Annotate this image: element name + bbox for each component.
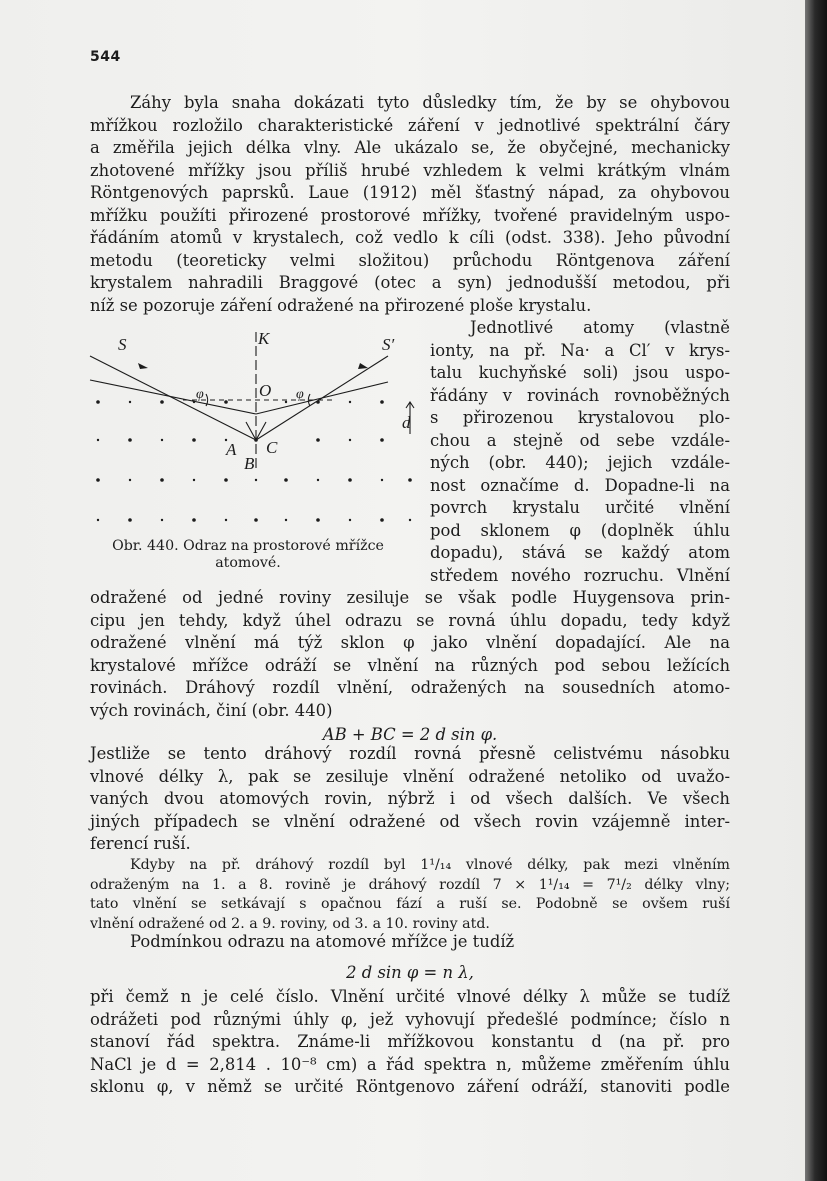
text-line: mřížkou rozložilo charakteristické záření v jednotlivé spektrální čáry	[90, 115, 730, 135]
text-line: zhotovené mřížky jsou příliš hrubé vzhledem k velmi krátkým vlnám	[90, 160, 730, 180]
equation-path-difference: AB + BC = 2 d sin φ.	[322, 725, 498, 744]
right-column-text	[430, 317, 730, 587]
reflected-ray-lower	[256, 356, 388, 440]
label-S-prime: S′	[382, 335, 395, 354]
atom-row-1	[96, 400, 100, 404]
label-B: B	[244, 454, 255, 473]
text-line: dopadu), stává se každý atom	[430, 543, 730, 562]
label-phi-right: φ	[296, 387, 304, 402]
atom-row-3	[96, 478, 100, 482]
label-O: O	[259, 381, 272, 400]
label-S: S	[118, 335, 127, 354]
text-line: nost označíme d. Dopadne-li na	[430, 475, 730, 495]
page-binding-shadow	[805, 0, 827, 1181]
text-line: s přirozenou krystalovou plo-	[430, 408, 730, 427]
text-line: talu kuchyňské soli) jsou uspo-	[430, 363, 730, 382]
equation-bragg-condition: 2 d sin φ = n λ,	[346, 962, 474, 982]
incident-ray-lower	[90, 356, 256, 440]
paragraph-3	[90, 743, 730, 856]
figure-440-crystal-reflection	[88, 322, 423, 548]
paragraph-5	[90, 986, 730, 1099]
text-line: řádáním atomů v krystalech, což vedlo k cíli (odst. 338). Jeho původní	[90, 228, 730, 247]
label-K: K	[258, 329, 270, 348]
text-line: vých rovinách, činí (obr. 440)	[90, 700, 333, 720]
arrowhead-reflected	[358, 363, 368, 369]
text-line: Záhy byla snaha dokázati tyto důsledky tím, že by se ohybovou	[130, 93, 730, 112]
paragraph-4	[90, 931, 730, 984]
text-line: mřížku použíti přirozené prostorové mřížky, tvořené pravidelným uspo-	[90, 205, 730, 225]
label-d: d	[402, 413, 411, 432]
label-A: A	[226, 440, 237, 459]
text-line: Podmínkou odrazu na atomové mřížce je tudíž	[130, 932, 515, 951]
text-line: chou a stejně od sebe vzdále-	[430, 430, 730, 450]
text-line: ných (obr. 440); jejich vzdále-	[430, 453, 730, 472]
text-line: stanoví řád spektra. Známe-li mřížkovou konstantu d (na př. pro	[90, 1032, 730, 1051]
text-line: Kdyby na př. dráhový rozdíl byl 1¹/₁₄ vlnové délky, pak mezi vlněním	[130, 857, 730, 873]
text-line: středem nového rozruchu. Vlnění	[430, 565, 730, 585]
text-line: pod sklonem φ (doplněk úhlu	[430, 520, 730, 540]
text-line: odražené vlnění má týž sklon φ jako vlnění dopadající. Ale na	[90, 633, 730, 652]
text-line: vlnění odražené od 2. a 9. roviny, od 3. a 10. roviny atd.	[90, 915, 490, 932]
text-line: ionty, na př. Na· a Cl′ v krys-	[430, 340, 730, 360]
arrowhead-incident	[138, 363, 148, 369]
text-line: Jednotlivé atomy (vlastně	[470, 318, 730, 337]
text-line: Jestliže se tento dráhový rozdíl rovná přesně celistvému násobku	[90, 744, 730, 763]
figure-caption: Obr. 440. Odraz na prostorové mřížce atomové.	[112, 538, 384, 571]
text-line: níž se pozoruje záření odražené na přirozené ploše krystalu.	[90, 295, 592, 315]
label-C: C	[266, 438, 278, 457]
text-line: NaCl je d = 2,814 . 10⁻⁸ cm) a řád spektra n, můžeme změřením úhlu	[90, 1054, 730, 1074]
incident-ray-upper	[90, 380, 256, 414]
small-print-example	[90, 856, 730, 934]
text-line: metodu (teoreticky velmi složitou) průchodu Röntgenova záření	[90, 250, 730, 270]
text-line: při čemž n je celé číslo. Vlnění určité vlnové délky λ může se tudíž	[90, 987, 730, 1006]
text-line: odražené od jedné roviny zesiluje se však podle Huygensova prin-	[90, 588, 730, 607]
text-line: Röntgenových paprsků. Laue (1912) měl šťastný nápad, za ohybovou	[90, 183, 730, 202]
text-line: vlnové délky λ, pak se zesiluje vlnění odražené netoliko od uvažo-	[90, 766, 730, 786]
text-line: řádány v rovinách rovnoběžných	[430, 385, 730, 405]
text-line: krystalové mřížce odráží se vlnění na různých pod sebou ležících	[90, 655, 730, 675]
paragraph-1	[90, 92, 730, 317]
text-line: odraženým na 1. a 8. rovině je dráhový rozdíl 7 × 1¹/₁₄ = 7¹/₂ délky vlny;	[90, 876, 730, 893]
page-number: 544	[90, 49, 121, 65]
atom-row-2	[97, 439, 99, 441]
text-line: cipu jen tehdy, když úhel odrazu se rovná úhlu dopadu, tedy když	[90, 610, 730, 630]
atom-row-4	[97, 519, 99, 521]
paragraph-2	[90, 587, 730, 747]
text-line: rovinách. Dráhový rozdíl vlnění, odražených na sousedních atomo-	[90, 678, 730, 697]
text-line: ferencí ruší.	[90, 834, 191, 853]
text-line: krystalem nahradili Braggové (otec a syn) jednodušší metodou, při	[90, 273, 730, 292]
text-line: a změřila jejich délka vlny. Ale ukázalo se, že obyčejné, mechanicky	[90, 138, 730, 157]
text-line: jiných případech se vlnění odražené od všech rovin vzájemně inter-	[90, 811, 730, 831]
text-line: tato vlnění se setkávají s opačnou fází a ruší se. Podobně se ovšem ruší	[90, 896, 730, 912]
text-line: odrážeti pod různými úhly φ, jež vyhovují předešlé podmínce; číslo n	[90, 1009, 730, 1029]
label-phi-left: φ	[196, 387, 204, 402]
text-line: povrch krystalu určité vlnění	[430, 498, 730, 517]
text-line: sklonu φ, v němž se určité Röntgenovo záření odráží, stanoviti podle	[90, 1077, 730, 1096]
text-line: vaných dvou atomových rovin, nýbrž i od všech dalších. Ve všech	[90, 789, 730, 808]
